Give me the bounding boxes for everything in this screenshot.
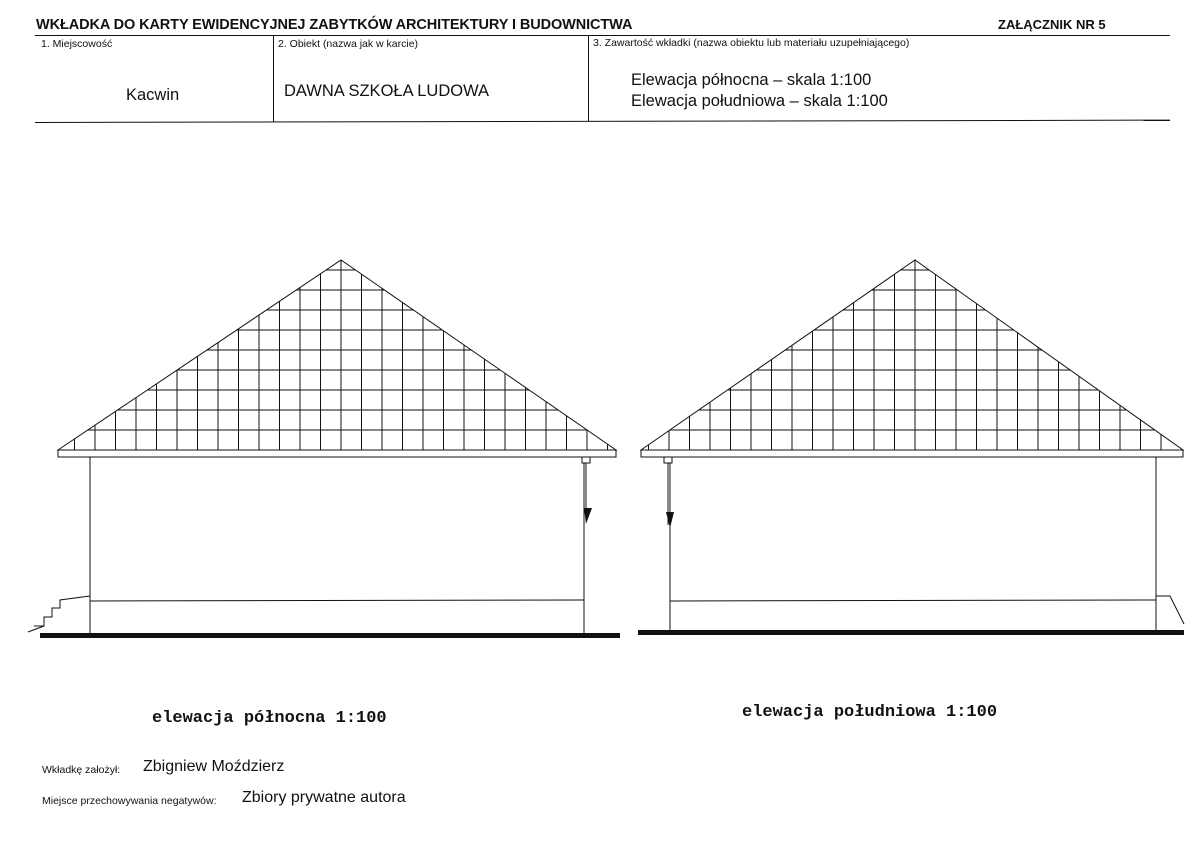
roof-tile <box>382 350 403 370</box>
roof-tile <box>1018 370 1039 390</box>
roof-tile <box>177 390 198 410</box>
roof-tile <box>280 290 301 310</box>
roof-tile <box>300 290 321 310</box>
roof-tile <box>198 370 219 390</box>
roof-tile <box>444 430 465 450</box>
roof-tile <box>1141 420 1162 430</box>
content-line-1: Elewacja północna – skala 1:100 <box>631 71 872 89</box>
roof-tile <box>833 350 854 370</box>
roof-tile <box>792 430 813 450</box>
roof-tile <box>977 410 998 430</box>
roof-tile <box>833 303 854 310</box>
roof-tile <box>300 370 321 390</box>
roof-tile <box>423 350 444 370</box>
roof-tile <box>157 370 178 390</box>
roof-tile <box>792 370 813 390</box>
roof-tile <box>1038 410 1059 430</box>
gutter-outlet <box>582 457 590 463</box>
roof-tile <box>1100 430 1121 450</box>
roof-tile <box>1100 410 1121 430</box>
roof-tile <box>956 430 977 450</box>
roof-tile <box>136 384 157 390</box>
roof-tile <box>833 310 854 330</box>
roof-tile <box>1120 430 1141 450</box>
roof-tile <box>772 410 793 430</box>
roof-tile <box>362 290 383 310</box>
roof-tile <box>444 390 465 410</box>
roof-outline <box>641 260 1183 450</box>
roof-tile <box>751 370 772 390</box>
roof-tile <box>259 350 280 370</box>
roof-tile <box>444 350 465 370</box>
roof-tile <box>1059 370 1080 390</box>
roof-tile <box>239 370 260 390</box>
roof-tile <box>915 350 936 370</box>
roof-tile <box>280 310 301 330</box>
roof-tile <box>95 411 116 430</box>
roof-tile <box>956 370 977 390</box>
roof-tile <box>854 350 875 370</box>
roof-tile <box>341 270 362 290</box>
roof-tile <box>977 430 998 450</box>
roof-tile <box>1038 430 1059 450</box>
roof-tile <box>751 410 772 430</box>
roof-tile <box>997 370 1018 390</box>
roof-tile <box>485 410 506 430</box>
roof-tile <box>915 330 936 350</box>
roof-tile <box>403 350 424 370</box>
roof-tile <box>731 410 752 430</box>
roof-tile <box>731 430 752 450</box>
roof-tile <box>751 390 772 410</box>
roof-tile <box>239 410 260 430</box>
entrance-steps <box>34 596 90 626</box>
roof-tile <box>895 370 916 390</box>
roof-tile <box>300 330 321 350</box>
roof-tile <box>464 370 485 390</box>
roof-tile <box>1079 410 1100 430</box>
roof-tile <box>198 430 219 450</box>
roof-tile <box>772 370 793 390</box>
roof-tile <box>1038 390 1059 410</box>
roof-tile <box>690 410 711 430</box>
roof-tile <box>854 310 875 330</box>
roof-tile <box>423 410 444 430</box>
roof-tile <box>198 390 219 410</box>
roof-tile <box>997 410 1018 430</box>
roof-tile <box>1100 391 1121 410</box>
roof-tile <box>362 430 383 450</box>
roof-tile <box>177 430 198 450</box>
step-base <box>28 626 44 632</box>
roof-tile <box>874 430 895 450</box>
roof-tile <box>936 350 957 370</box>
roof-tile <box>977 304 998 310</box>
roof-tile <box>177 370 198 390</box>
roof-tile <box>546 430 567 450</box>
roof-tile <box>362 310 383 330</box>
roof-tile <box>874 370 895 390</box>
roof-tile <box>895 390 916 410</box>
roof-tile <box>813 330 834 350</box>
roof-tile <box>341 390 362 410</box>
roof-tile <box>854 410 875 430</box>
roof-tile <box>280 370 301 390</box>
object-value: DAWNA SZKOŁA LUDOWA <box>284 82 490 100</box>
roof-tile <box>403 390 424 410</box>
roof-tile <box>895 330 916 350</box>
roof-tile <box>813 350 834 370</box>
roof-tile <box>854 370 875 390</box>
roof-tile <box>116 410 137 430</box>
roof-tile <box>485 430 506 450</box>
storage-label: Miejsce przechowywania negatywów: <box>42 795 217 807</box>
roof-tile <box>936 310 957 330</box>
roof-tile <box>977 330 998 350</box>
roof-tile <box>977 350 998 370</box>
roof-tile <box>833 390 854 410</box>
roof-tile <box>362 390 383 410</box>
roof-tile <box>239 350 260 370</box>
roof-tile <box>1059 410 1080 430</box>
roof-tile <box>403 370 424 390</box>
roof-tile <box>546 410 567 430</box>
roof-tile <box>854 430 875 450</box>
roof-tile <box>321 390 342 410</box>
roof-tile <box>485 390 506 410</box>
roof-tile <box>874 350 895 370</box>
roof-tile <box>792 331 813 350</box>
roof-tile <box>485 370 506 390</box>
roof-tile <box>198 410 219 430</box>
roof-tile <box>423 370 444 390</box>
roof-tile <box>895 430 916 450</box>
roof-tile <box>382 390 403 410</box>
roof-tile <box>321 270 342 290</box>
roof-tile <box>956 390 977 410</box>
roof-tile <box>567 430 588 450</box>
roof-tile <box>280 330 301 350</box>
roof-tile <box>936 390 957 410</box>
roof-tile <box>915 290 936 310</box>
roof-tile <box>915 260 936 270</box>
roof-tile <box>300 310 321 330</box>
roof-tile <box>198 350 219 370</box>
object-label: 2. Obiekt (nazwa jak w karcie) <box>278 38 419 50</box>
roof-tile <box>833 370 854 390</box>
roof-tile <box>997 390 1018 410</box>
eaves-board <box>58 450 616 457</box>
roof-tile <box>895 260 916 270</box>
roof-tile <box>833 330 854 350</box>
roof-tile <box>403 330 424 350</box>
roof-tile <box>1079 390 1100 410</box>
roof-tile <box>874 410 895 430</box>
roof-tile <box>259 390 280 410</box>
roof-tile <box>526 410 547 430</box>
roof-tile <box>813 390 834 410</box>
roof-tile <box>1018 430 1039 450</box>
roof-tile <box>997 430 1018 450</box>
roof-tile <box>464 350 485 370</box>
roof-tile <box>895 270 916 290</box>
roof-tile <box>464 410 485 430</box>
roof-tile <box>956 310 977 330</box>
roof-tile <box>526 387 547 390</box>
roof-tile <box>813 370 834 390</box>
roof-tile <box>649 431 670 450</box>
roof-tile <box>218 410 239 430</box>
roof-tile <box>157 410 178 430</box>
roof-tile <box>526 430 547 450</box>
storage-value: Zbiory prywatne autora <box>242 789 406 806</box>
roof-tile <box>710 410 731 430</box>
roof-tile <box>382 310 403 330</box>
roof-tile <box>915 370 936 390</box>
roof-tile <box>1038 370 1059 390</box>
roof-tile <box>956 330 977 350</box>
locality-label: 1. Miejscowość <box>41 38 113 50</box>
roof-tile <box>423 330 444 350</box>
roof-tile <box>915 410 936 430</box>
roof-tile <box>915 430 936 450</box>
roof-tile <box>403 310 424 330</box>
roof-tile <box>1018 410 1039 430</box>
roof-tile <box>341 370 362 390</box>
roof-tile <box>895 290 916 310</box>
roof-tile <box>382 370 403 390</box>
roof-tile <box>772 430 793 450</box>
roof-tile <box>1018 350 1039 370</box>
south-elevation-drawing <box>638 260 1184 635</box>
roof-tile <box>300 390 321 410</box>
roof-tile <box>936 370 957 390</box>
roof-tile <box>874 310 895 330</box>
roof-tile <box>239 390 260 410</box>
roof-tile <box>136 410 157 430</box>
roof-tile <box>895 350 916 370</box>
eaves-board <box>641 450 1183 457</box>
roof-tile <box>341 310 362 330</box>
roof-tile <box>300 350 321 370</box>
gutter-outlet <box>664 457 672 463</box>
roof-tile <box>321 350 342 370</box>
roof-tile <box>833 430 854 450</box>
roof-tile <box>157 430 178 450</box>
roof-tile <box>239 430 260 450</box>
roof-tile <box>341 290 362 310</box>
downpipe-bracket <box>584 508 592 524</box>
roof-tile <box>362 410 383 430</box>
roof-tile <box>280 390 301 410</box>
roof-tile <box>259 430 280 450</box>
roof-tile <box>1018 390 1039 410</box>
roof-tile <box>833 410 854 430</box>
roof-tile <box>1038 347 1059 350</box>
roof-tile <box>218 430 239 450</box>
roof-tile <box>751 430 772 450</box>
roof-tile <box>977 390 998 410</box>
roof-tile <box>710 430 731 450</box>
roof-tile <box>977 370 998 390</box>
roof-tile <box>95 430 116 450</box>
roof-tile <box>997 350 1018 370</box>
roof-tile <box>341 260 362 270</box>
roof-tile <box>382 410 403 430</box>
roof-tile <box>136 430 157 450</box>
roof-tile <box>464 390 485 410</box>
roof-tile <box>280 350 301 370</box>
roof-tile <box>75 430 96 450</box>
roof-tile <box>936 330 957 350</box>
author-label: Wkładkę założył: <box>42 764 121 776</box>
content-label: 3. Zawartość wkładki (nazwa obiektu lub materiału uzupełniającego) <box>593 37 910 49</box>
roof-tile <box>587 430 608 450</box>
north-roof-tiles <box>59 260 615 450</box>
roof-tile <box>362 370 383 390</box>
annex-number: ZAŁĄCZNIK NR 5 <box>998 17 1106 32</box>
roof-tile <box>915 310 936 330</box>
roof-tile <box>321 430 342 450</box>
roof-tile <box>854 390 875 410</box>
roof-tile <box>936 430 957 450</box>
roof-tile <box>321 330 342 350</box>
roof-tile <box>321 410 342 430</box>
roof-tile <box>116 430 137 450</box>
roof-tile <box>259 410 280 430</box>
roof-tile <box>915 390 936 410</box>
downpipe-bracket <box>666 512 674 528</box>
content-line-2: Elewacja południowa – skala 1:100 <box>631 92 888 110</box>
south-elevation-caption: elewacja południowa 1:100 <box>742 703 998 722</box>
roof-tile <box>956 290 977 310</box>
roof-tile <box>259 370 280 390</box>
roof-tile <box>362 330 383 350</box>
roof-tile <box>792 390 813 410</box>
roof-tile <box>464 430 485 450</box>
roof-tile <box>772 390 793 410</box>
plinth-line <box>670 600 1156 601</box>
roof-tile <box>977 310 998 330</box>
roof-tile <box>505 430 526 450</box>
roof-tile <box>1141 430 1162 450</box>
roof-tile <box>280 410 301 430</box>
roof-tile <box>341 410 362 430</box>
roof-tile <box>280 288 301 290</box>
roof-tile <box>792 350 813 370</box>
ground-line <box>638 630 1184 635</box>
north-elevation-drawing <box>28 260 620 638</box>
roof-tile <box>321 290 342 310</box>
roof-tile <box>813 410 834 430</box>
roof-tile <box>218 370 239 390</box>
roof-tile <box>177 410 198 430</box>
roof-tile <box>382 330 403 350</box>
roof-tile <box>874 390 895 410</box>
roof-tile <box>136 390 157 410</box>
author-value: Zbigniew Moździerz <box>143 758 285 775</box>
roof-tile <box>854 330 875 350</box>
roof-tile <box>341 350 362 370</box>
plinth-line <box>90 600 584 601</box>
roof-tile <box>1059 430 1080 450</box>
roof-tile <box>300 430 321 450</box>
roof-tile <box>321 370 342 390</box>
roof-tile <box>936 290 957 310</box>
roof-tile <box>1079 430 1100 450</box>
roof-tile <box>341 430 362 450</box>
roof-outline <box>58 260 616 450</box>
roof-tile <box>300 410 321 430</box>
roof-tile <box>403 430 424 450</box>
roof-tile <box>813 430 834 450</box>
roof-tile <box>792 410 813 430</box>
roof-tile <box>895 410 916 430</box>
roof-tile <box>321 310 342 330</box>
roof-tile <box>218 350 239 370</box>
document-title: WKŁADKA DO KARTY EWIDENCYJNEJ ZABYTKÓW ARCHITEKTURY I BUDOWNICTWA <box>36 17 633 33</box>
roof-tile <box>874 290 895 310</box>
roof-tile <box>444 331 465 350</box>
roof-tile <box>259 330 280 350</box>
roof-tile <box>444 370 465 390</box>
roof-tile <box>895 310 916 330</box>
north-elevation-caption: elewacja północna 1:100 <box>152 709 387 728</box>
roof-tile <box>218 390 239 410</box>
roof-tile <box>239 330 260 350</box>
roof-tile <box>444 410 465 430</box>
roof-tile <box>731 390 752 410</box>
ground-line <box>40 633 620 638</box>
roof-tile <box>423 430 444 450</box>
roof-tile <box>936 410 957 430</box>
roof-tile <box>362 350 383 370</box>
roof-tile <box>956 410 977 430</box>
side-step <box>1156 596 1184 624</box>
roof-tile <box>403 302 424 310</box>
roof-tile <box>341 330 362 350</box>
roof-tile <box>403 410 424 430</box>
locality-value: Kacwin <box>126 86 180 104</box>
roof-tile <box>157 390 178 410</box>
roof-tile <box>505 390 526 410</box>
roof-tile <box>874 330 895 350</box>
roof-tile <box>669 430 690 450</box>
roof-tile <box>915 270 936 290</box>
roof-tile <box>382 430 403 450</box>
roof-tile <box>997 330 1018 350</box>
roof-tile <box>423 390 444 410</box>
roof-tile <box>505 410 526 430</box>
south-roof-tiles <box>642 260 1182 450</box>
roof-tile <box>956 350 977 370</box>
roof-tile <box>1059 390 1080 410</box>
roof-tile <box>280 430 301 450</box>
roof-tile <box>690 430 711 450</box>
